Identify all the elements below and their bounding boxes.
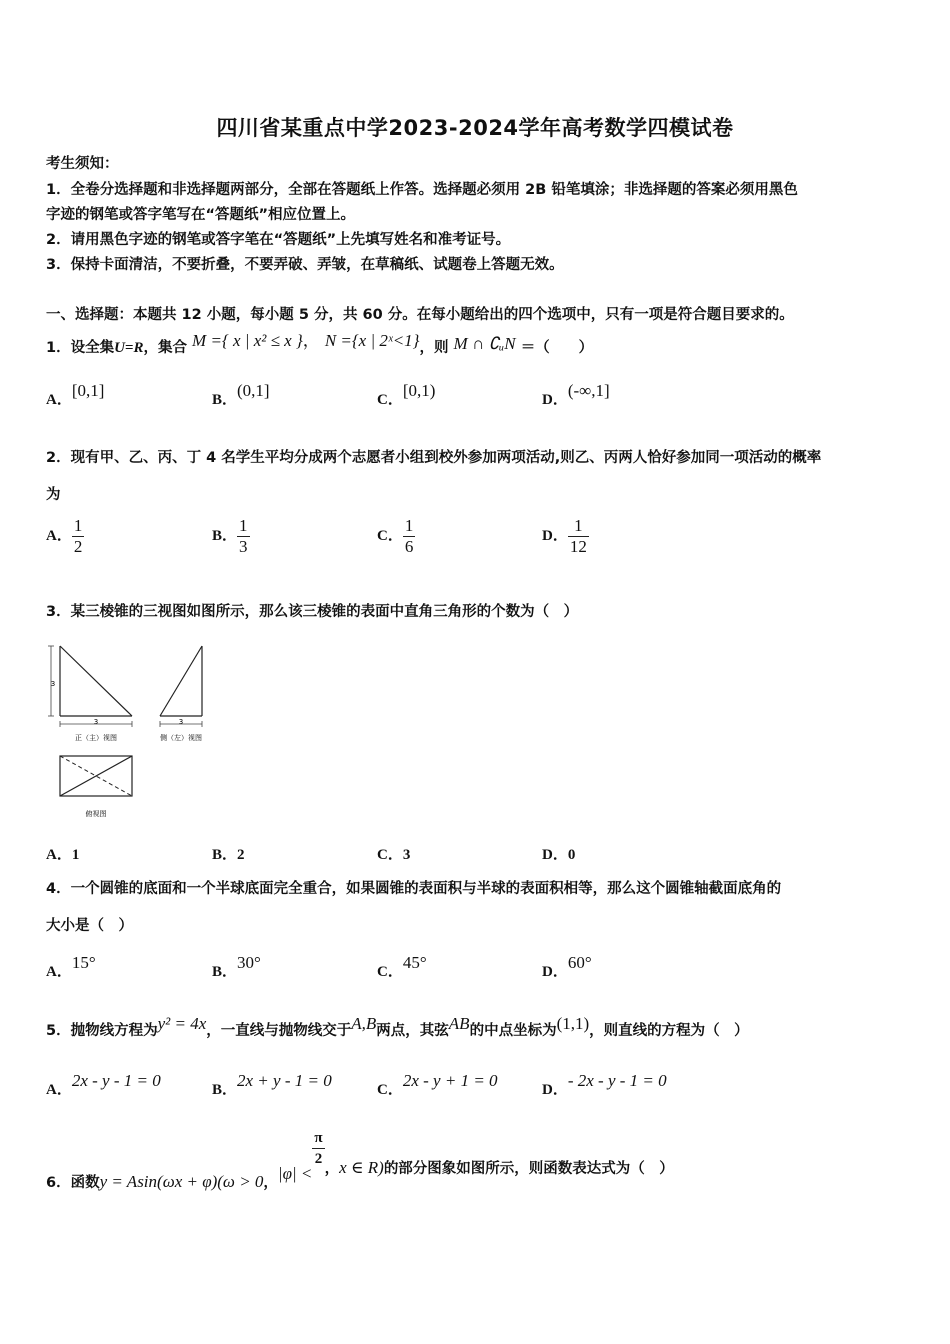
q4-option-b[interactable]: B．30° <box>212 953 261 980</box>
q4-option-d[interactable]: D．60° <box>542 953 592 980</box>
question-1: 1．设全集U=R，集合 M ={ x | x² ≤ x }， N ={x | 2ˣ<1}，则 M ∩ ∁ᵤN ＝（ ） <box>46 331 594 356</box>
q1-option-a[interactable]: A．[0,1] <box>46 381 105 408</box>
q6-domain: x ∈ R) <box>339 1158 384 1177</box>
q2-option-a[interactable]: A． $\frac{1}{2}$ <box>46 516 83 556</box>
q3-option-b[interactable]: B．2 <box>212 847 245 863</box>
q1-set-n: N ={x | 2ˣ<1} <box>324 331 420 350</box>
q5-part-3: 两点，其弦 <box>376 1023 449 1039</box>
q2-line-2: 为 <box>46 487 61 503</box>
q2-option-b-fraction: $\frac{1}{3}$ <box>239 516 248 556</box>
side-view <box>160 646 202 716</box>
front-dim-left: 3 <box>50 680 56 688</box>
q6-part-1: 6．函数 <box>46 1175 100 1191</box>
q3-option-c-value: 3 <box>402 847 411 863</box>
q1-option-d-value: (-∞,1] <box>567 381 610 400</box>
three-view-figure <box>40 636 220 826</box>
q3-option-d[interactable]: D．0 <box>542 847 576 863</box>
q2-option-d[interactable]: D． $\frac{1}{12}$ <box>542 516 587 556</box>
q5-points: A,B <box>351 1014 377 1033</box>
q3-option-c[interactable]: C．3 <box>377 847 411 863</box>
notice-line-1a: 1．全卷分选择题和非选择题两部分，全部在答题纸上作答。选择题必须用 2B 铅笔填涂；非选择题的答案必须用黑色 <box>46 182 798 198</box>
q3-option-d-value: 0 <box>567 847 576 863</box>
q4-line-1: 4．一个圆锥的底面和一个半球底面完全重合，如果圆锥的表面积与半球的表面积相等，那么这个圆锥轴截面底角的 <box>46 881 782 897</box>
notice-line-3: 3．保持卡面清洁，不要折叠，不要弄破、弄皱，在草稿纸、试题卷上答题无效。 <box>46 257 564 273</box>
q1-set-m: M ={ x | x² ≤ x } <box>192 331 303 350</box>
q6-pi-over-2: $\frac{\pi}{2}$ <box>314 1130 323 1167</box>
q4-option-b-value: 30° <box>237 953 261 972</box>
q4-line-2: 大小是（ ） <box>46 918 133 934</box>
front-view <box>60 646 132 716</box>
q5-chord: AB <box>448 1014 470 1033</box>
q1-prefix: 1．设全集 <box>46 340 115 356</box>
notice-line-2: 2．请用黑色字迹的钢笔或答字笔在“答题纸”上先填写姓名和准考证号。 <box>46 232 511 248</box>
q1-universal-set: U=R <box>114 340 144 356</box>
q3-text: 3．某三棱锥的三视图如图所示，那么该三棱锥的表面中直角三角形的个数为（ ） <box>46 604 579 620</box>
q1-then: ，则 <box>419 340 449 356</box>
q1-mid: ，集合 <box>143 340 187 356</box>
q5-option-c[interactable]: C．2x - y + 1 = 0 <box>377 1071 498 1098</box>
q1-paren: ＝（ ） <box>520 340 594 356</box>
q5-equation: y² = 4x <box>157 1014 207 1033</box>
q5-part-1: 5．抛物线方程为 <box>46 1023 158 1039</box>
notice-line-1b: 字迹的钢笔或答字笔写在“答题纸”相应位置上。 <box>46 207 356 223</box>
side-view-caption: 侧（左）视图 <box>160 734 202 742</box>
q5-option-d[interactable]: D．- 2x - y - 1 = 0 <box>542 1071 667 1098</box>
q5-option-a[interactable]: A．2x - y - 1 = 0 <box>46 1071 161 1098</box>
q4-option-a-value: 15° <box>71 953 96 972</box>
q5-midpoint: (1,1) <box>556 1014 590 1033</box>
q6-phi-bound: |φ| < <box>277 1164 313 1183</box>
question-5 <box>46 1014 749 1040</box>
q1-option-b[interactable]: B．(0,1] <box>212 381 270 408</box>
q3-option-a-value: 1 <box>71 847 80 863</box>
q5-option-b[interactable]: B．2x + y - 1 = 0 <box>212 1071 332 1098</box>
q3-option-a[interactable]: A．1 <box>46 847 80 863</box>
q2-option-a-fraction: $\frac{1}{2}$ <box>73 516 83 556</box>
front-view-caption: 正（主）视图 <box>75 734 117 742</box>
q5-option-a-value: 2x - y - 1 = 0 <box>71 1071 161 1090</box>
q5-part-4: 的中点坐标为 <box>469 1023 557 1039</box>
paper-title: 四川省某重点中学2023-2024学年高考数学四模试卷 <box>216 116 734 140</box>
q5-option-c-value: 2x - y + 1 = 0 <box>402 1071 498 1090</box>
q5-option-d-value: - 2x - y - 1 = 0 <box>567 1071 667 1090</box>
q1-option-b-value: (0,1] <box>237 381 270 400</box>
top-view-caption: 俯视图 <box>85 810 107 818</box>
q1-expression: M ∩ ∁ᵤN <box>453 334 516 353</box>
q1-option-c-value: [0,1) <box>402 381 436 400</box>
q5-part-2: ，一直线与抛物线交于 <box>206 1023 352 1039</box>
q2-line-1: 2．现有甲、乙、丙、丁 4 名学生平均分成两个志愿者小组到校外参加两项活动,则乙、丙两人恰好参加同一项活动的概率 <box>46 450 822 466</box>
q4-option-d-value: 60° <box>567 953 592 972</box>
section-heading: 一、选择题：本题共 12 小题，每小题 5 分，共 60 分。在每小题给出的四个选项中，只有一项是符合题目要求的。 <box>46 307 794 323</box>
q5-part-5: ，则直线的方程为（ ） <box>589 1023 749 1039</box>
q1-option-a-value: [0,1] <box>71 381 105 400</box>
q3-option-b-value: 2 <box>237 847 245 863</box>
q6-function: y = Asin(ωx + φ)(ω > 0 <box>99 1172 264 1191</box>
q2-option-c-fraction: $\frac{1}{6}$ <box>404 516 414 556</box>
question-6: 6．函数y = Asin(ωx + φ)(ω > 0，|φ| < $\frac{\pi}{2}$ ，x ∈ R)的部分图象如图所示，则函数表达式为（ ） <box>46 1130 674 1191</box>
q2-option-b[interactable]: B． $\frac{1}{3}$ <box>212 516 248 556</box>
q5-option-b-value: 2x + y - 1 = 0 <box>237 1071 332 1090</box>
q2-option-c[interactable]: C． $\frac{1}{6}$ <box>377 516 414 556</box>
q4-option-a[interactable]: A．15° <box>46 953 96 980</box>
front-dim-bottom: 3 <box>93 718 99 726</box>
side-dim-bottom: 3 <box>178 718 184 726</box>
q4-option-c-value: 45° <box>402 953 427 972</box>
q4-option-c[interactable]: C．45° <box>377 953 427 980</box>
q1-option-c[interactable]: C．[0,1) <box>377 381 436 408</box>
q6-part-2: 的部分图象如图所示，则函数表达式为（ ） <box>383 1161 674 1177</box>
q1-option-d[interactable]: D．(-∞,1] <box>542 381 610 408</box>
notice-heading: 考生须知： <box>46 156 119 172</box>
q2-option-d-fraction: $\frac{1}{12}$ <box>569 516 587 556</box>
